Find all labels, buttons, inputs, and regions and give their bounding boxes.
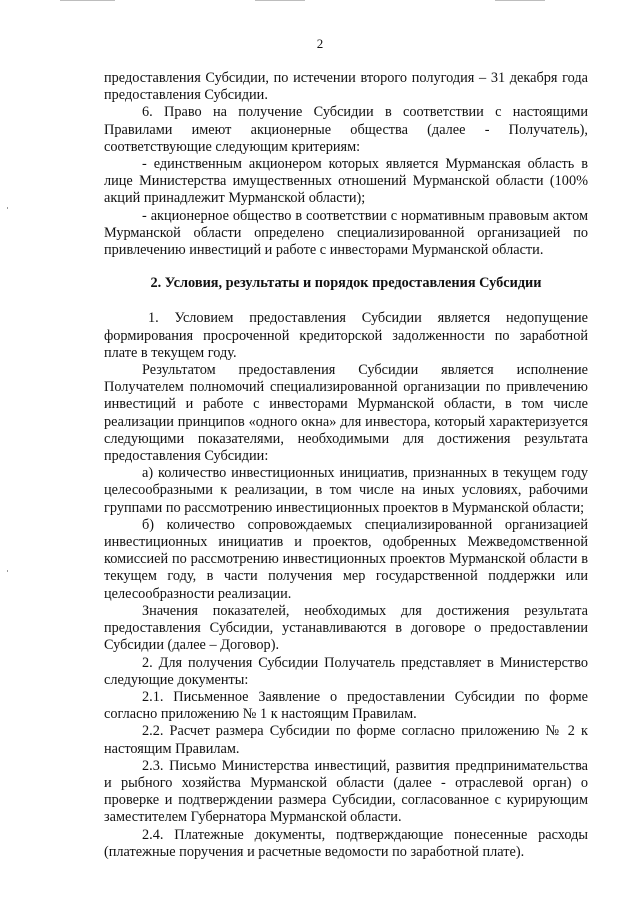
page-number: 2 xyxy=(316,36,324,51)
paragraph: 2. Для получения Субсидии Получатель представляет в Министерство следующие документы: xyxy=(104,654,588,688)
top-rule-left xyxy=(60,0,115,1)
paragraph: Значения показателей, необходимых для достижения результата предоставления Субсидии, устанавливаются в договоре о предоставлении Субсидии (далее – Договор). xyxy=(104,602,588,654)
section-heading: 2. Условия, результаты и порядок предоставления Субсидии xyxy=(150,275,542,292)
list-item: б) количество сопровождаемых специализированной организацией инвестиционных инициатив и проектов, одобренных Межведомственной комиссией по рассмотрению инвестиционных проектов Мурманской области в текущем году, в части получения мер государственной поддержки или целесообразности реализации. xyxy=(104,516,588,602)
paragraph: 1. Условием предоставления Субсидии является недопущение формирования просроченной кредиторской задолженности по заработной плате в текущем году. xyxy=(104,310,588,361)
paragraph: 2.1. Письменное Заявление о предоставлении Субсидии по форме согласно приложению № 1 к настоящим Правилам. xyxy=(104,688,588,723)
margin-mark xyxy=(7,570,8,572)
paragraph: 2.2. Расчет размера Субсидии по форме согласно приложению № 2 к настоящим Правилам. xyxy=(104,723,588,757)
top-rule-center xyxy=(255,0,305,1)
paragraph: 2.3. Письмо Министерства инвестиций, развития предпринимательства и рыбного хозяйства Мурманской области (далее - отраслевой орган) о проверке и подтверждении размера Субсидии, согласованное с курирующим заместителем Губернатора Мурманской области. xyxy=(104,757,588,826)
margin-mark xyxy=(7,207,8,209)
paragraph: 2.4. Платежные документы, подтверждающие понесенные расходы (платежные поручения и расчетные ведомости по заработной плате). xyxy=(104,826,588,860)
paragraph: предоставления Субсидии, по истечении второго полугодия – 31 декабря года предоставления Субсидии. xyxy=(104,70,588,104)
document-body xyxy=(104,70,588,861)
paragraph: Результатом предоставления Субсидии является исполнение Получателем полномочий специализированной организации по привлечению инвестиций и работе с инвесторами Мурманской области, в том числе реализации принципов «одного окна» для инвестора, который характеризуется следующими показателями, необходимыми для достижения результата предоставления Субсидии: xyxy=(104,362,588,465)
top-rule-right xyxy=(495,0,545,1)
list-item: а) количество инвестиционных инициатив, признанных в текущем году целесообразными к реализации, в том числе на иных условиях, рабочими группами по рассмотрению инвестиционных проектов в Мурманской области; xyxy=(104,465,588,516)
paragraph: - единственным акционером которых является Мурманская область в лице Министерства имущественных отношений Мурманской области (100% акций принадлежит Мурманской области); xyxy=(104,156,588,207)
paragraph: - акционерное общество в соответствии с нормативным правовым актом Мурманской области определено специализированной организацией по привлечению инвестиций и работе с инвесторами Мурманской области. xyxy=(104,207,588,259)
paragraph: 6. Право на получение Субсидии в соответствии с настоящими Правилами имеют акционерные общества (далее - Получатель), соответствующие следующим критериям: xyxy=(104,104,588,155)
